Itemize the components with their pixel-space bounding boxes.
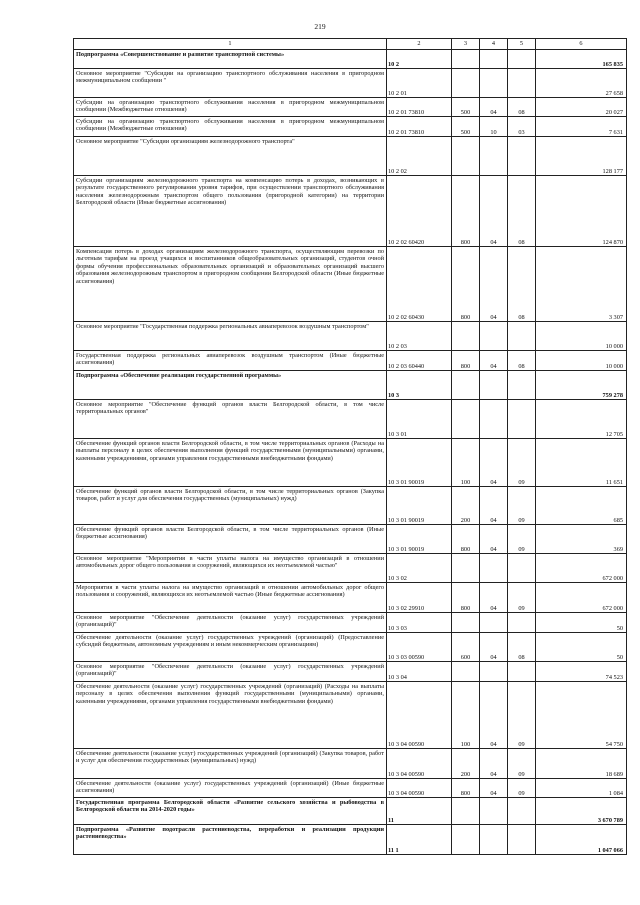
row-description: Субсидии на организацию транспортного обслуживания населения в пригородном межмуниципальном сообщении (Межбюджетные отношения) <box>74 117 387 137</box>
row-code: 10 2 01 <box>387 69 452 98</box>
row-description: Основное мероприятие "Субсидии организациям железнодорожного транспорта" <box>74 137 387 176</box>
row-code: 10 3 03 00590 <box>387 633 452 662</box>
row-section <box>480 50 508 69</box>
row-amount: 3 307 <box>536 247 627 322</box>
row-description: Субсидии на организацию транспортного обслуживания населения в пригородном межмуниципальном сообщении (Межбюджетные отношения) <box>74 98 387 117</box>
row-code: 10 2 01 73810 <box>387 98 452 117</box>
row-subsection <box>508 613 536 633</box>
row-code: 10 2 02 60420 <box>387 176 452 247</box>
row-subsection <box>508 137 536 176</box>
row-section <box>480 798 508 825</box>
row-code: 10 3 04 00590 <box>387 749 452 779</box>
table-row <box>74 633 627 662</box>
row-description: Обеспечение деятельности (оказание услуг) государственных учреждений (организаций) (Расходы на выплаты персоналу в целях обеспечения выполнения функций государственными (муниципальными) органами, казенными учреждениями, органами управления государственными внебюджетными фондами) <box>74 682 387 749</box>
row-subsection <box>508 371 536 400</box>
row-expense-type: 200 <box>452 749 480 779</box>
table-row <box>74 749 627 779</box>
row-expense-type: 200 <box>452 487 480 525</box>
row-subsection <box>508 400 536 439</box>
row-code: 10 3 02 <box>387 554 452 583</box>
row-subsection <box>508 50 536 69</box>
row-section: 04 <box>480 351 508 371</box>
row-section: 04 <box>480 98 508 117</box>
row-code: 11 <box>387 798 452 825</box>
row-description: Обеспечение функций органов власти Белгородской области, в том числе территориальных органов (Расходы на выплаты персоналу в целях обеспечения выполнения функций государственными (муниципальными) органами, казенными учреждениями, органами управления государственными внебюджетными фондами) <box>74 439 387 487</box>
row-section <box>480 662 508 682</box>
table-row <box>74 583 627 613</box>
row-section <box>480 613 508 633</box>
row-code: 10 2 01 73810 <box>387 117 452 137</box>
row-code: 10 2 <box>387 50 452 69</box>
row-subsection: 09 <box>508 779 536 798</box>
row-amount: 128 177 <box>536 137 627 176</box>
row-description: Компенсация потерь в доходах организациям железнодорожного транспорта, осуществляющим перевозки по льготным тарифам на проезд учащихся и воспитанников общеобразовательных организаций, студентов очной формы обучения профессиональных образовательных организаций и образовательных организаций высшего образования железнодорожным транспортом в пригородном сообщении Белгородской области (Иные бюджетные ассигнования) <box>74 247 387 322</box>
table-row <box>74 247 627 322</box>
row-description: Обеспечение функций органов власти Белгородской области, в том числе территориальных органов (Закупка товаров, работ и услуг для обеспечения государственных (муниципальных) нужд) <box>74 487 387 525</box>
row-expense-type: 800 <box>452 247 480 322</box>
table-row <box>74 682 627 749</box>
row-section: 04 <box>480 439 508 487</box>
row-subsection: 09 <box>508 439 536 487</box>
row-section <box>480 137 508 176</box>
row-subsection: 09 <box>508 487 536 525</box>
row-description: Подпрограмма «Обеспечение реализации государственной программы» <box>74 371 387 400</box>
table-header-row <box>74 39 627 50</box>
row-subsection: 09 <box>508 525 536 554</box>
row-description: Основное мероприятие "Обеспечение функций органов власти Белгородской области, в том числе территориальных органов" <box>74 400 387 439</box>
row-code: 10 3 04 00590 <box>387 779 452 798</box>
row-code: 10 3 01 <box>387 400 452 439</box>
row-subsection: 03 <box>508 117 536 137</box>
table-row <box>74 525 627 554</box>
table-row <box>74 322 627 351</box>
row-description: Субсидии организациям железнодорожного транспорта на компенсацию потерь в доходах, возникающих в результате государственного регулирования уровня тарифов, при осуществлении транспортного обслуживания населения железнодорожным транспортом общего пользования (пригородной категории) на территории Белгородской области (Иные бюджетные ассигнования) <box>74 176 387 247</box>
row-amount: 672 000 <box>536 554 627 583</box>
row-expense-type <box>452 554 480 583</box>
row-section: 04 <box>480 682 508 749</box>
row-section: 04 <box>480 583 508 613</box>
row-amount: 54 750 <box>536 682 627 749</box>
row-expense-type <box>452 50 480 69</box>
row-description: Основное мероприятие "Государственная поддержка региональных авиаперевозок воздушным транспортом" <box>74 322 387 351</box>
row-description: Государственная программа Белгородской области «Развитие сельского хозяйства и рыбоводства в Белгородской области на 2014-2020 годы» <box>74 798 387 825</box>
row-expense-type: 800 <box>452 583 480 613</box>
row-description: Мероприятия в части уплаты налога на имущество организаций в отношении автомобильных дорог общего пользования и сооружений, являющихся их неотъемлемой частью (Иные бюджетные ассигнования) <box>74 583 387 613</box>
row-section: 04 <box>480 525 508 554</box>
row-expense-type <box>452 322 480 351</box>
header-col-5: 5 <box>508 39 536 50</box>
row-description: Государственная поддержка региональных авиаперевозок воздушным транспортом (Иные бюджетные ассигнования) <box>74 351 387 371</box>
row-amount: 50 <box>536 633 627 662</box>
row-section: 04 <box>480 749 508 779</box>
row-code: 10 2 02 <box>387 137 452 176</box>
row-subsection <box>508 554 536 583</box>
table-row <box>74 439 627 487</box>
table-row <box>74 798 627 825</box>
row-amount: 20 027 <box>536 98 627 117</box>
row-amount: 685 <box>536 487 627 525</box>
header-col-1: 1 <box>74 39 387 50</box>
row-code: 10 2 03 <box>387 322 452 351</box>
table-row <box>74 50 627 69</box>
row-subsection: 08 <box>508 176 536 247</box>
row-expense-type: 800 <box>452 779 480 798</box>
row-subsection: 08 <box>508 633 536 662</box>
header-col-6: 6 <box>536 39 627 50</box>
row-subsection: 08 <box>508 247 536 322</box>
row-description: Подпрограмма «Совершенствование и развитие транспортной системы» <box>74 50 387 69</box>
row-amount: 1 084 <box>536 779 627 798</box>
row-amount: 3 670 789 <box>536 798 627 825</box>
table-row <box>74 117 627 137</box>
table-row <box>74 825 627 855</box>
table-row <box>74 371 627 400</box>
row-amount: 10 000 <box>536 322 627 351</box>
row-section: 04 <box>480 779 508 798</box>
row-code: 10 3 01 90019 <box>387 525 452 554</box>
row-section <box>480 69 508 98</box>
budget-table-container <box>73 38 626 855</box>
row-code: 10 3 <box>387 371 452 400</box>
row-amount: 7 631 <box>536 117 627 137</box>
table-row <box>74 662 627 682</box>
row-amount: 27 658 <box>536 69 627 98</box>
row-description: Основное мероприятие "Субсидии на организацию транспортного обслуживания населения в пригородном межмуниципальном сообщении " <box>74 69 387 98</box>
table-row <box>74 137 627 176</box>
row-description: Обеспечение функций органов власти Белгородской области, в том числе территориальных органов (Иные бюджетные ассигнования) <box>74 525 387 554</box>
row-section <box>480 554 508 583</box>
table-row <box>74 487 627 525</box>
table-row <box>74 98 627 117</box>
row-description: Основное мероприятие "Обеспечение деятельности (оказание услуг) государственных учреждений (организаций)" <box>74 613 387 633</box>
row-section <box>480 825 508 855</box>
row-subsection <box>508 69 536 98</box>
table-row <box>74 176 627 247</box>
row-code: 10 3 02 29910 <box>387 583 452 613</box>
page-number: 219 <box>314 22 326 31</box>
row-amount: 369 <box>536 525 627 554</box>
row-description: Основное мероприятие "Обеспечение деятельности (оказание услуг) государственных учреждений (организаций)" <box>74 662 387 682</box>
row-section: 04 <box>480 487 508 525</box>
row-section <box>480 400 508 439</box>
row-expense-type: 800 <box>452 525 480 554</box>
row-subsection: 08 <box>508 98 536 117</box>
row-subsection: 09 <box>508 682 536 749</box>
row-expense-type: 500 <box>452 98 480 117</box>
row-section: 04 <box>480 633 508 662</box>
row-amount: 165 835 <box>536 50 627 69</box>
row-expense-type: 500 <box>452 117 480 137</box>
row-amount: 12 705 <box>536 400 627 439</box>
row-code: 10 3 01 90019 <box>387 439 452 487</box>
row-amount: 50 <box>536 613 627 633</box>
row-amount: 10 000 <box>536 351 627 371</box>
row-subsection: 08 <box>508 351 536 371</box>
table-row <box>74 779 627 798</box>
row-expense-type: 600 <box>452 633 480 662</box>
row-code: 10 3 01 90019 <box>387 487 452 525</box>
row-expense-type <box>452 798 480 825</box>
header-col-2: 2 <box>387 39 452 50</box>
row-section: 04 <box>480 176 508 247</box>
row-expense-type <box>452 825 480 855</box>
row-section: 04 <box>480 247 508 322</box>
row-expense-type <box>452 662 480 682</box>
row-code: 11 1 <box>387 825 452 855</box>
row-amount: 18 689 <box>536 749 627 779</box>
table-row <box>74 351 627 371</box>
row-expense-type <box>452 400 480 439</box>
row-expense-type: 100 <box>452 439 480 487</box>
row-description: Обеспечение деятельности (оказание услуг) государственных учреждений (организаций) (Предоставление субсидий бюджетным, автономным учреждениям и иным некоммерческим организациям) <box>74 633 387 662</box>
row-code: 10 2 03 60440 <box>387 351 452 371</box>
row-code: 10 3 04 <box>387 662 452 682</box>
row-amount: 759 278 <box>536 371 627 400</box>
row-amount: 672 000 <box>536 583 627 613</box>
row-expense-type <box>452 613 480 633</box>
row-expense-type: 800 <box>452 176 480 247</box>
table-row <box>74 613 627 633</box>
row-expense-type <box>452 137 480 176</box>
row-description: Обеспечение деятельности (оказание услуг) государственных учреждений (организаций) (Иные бюджетные ассигнования) <box>74 779 387 798</box>
row-amount: 11 651 <box>536 439 627 487</box>
row-expense-type: 100 <box>452 682 480 749</box>
table-row <box>74 400 627 439</box>
table-body <box>74 50 627 855</box>
row-expense-type <box>452 371 480 400</box>
row-code: 10 3 03 <box>387 613 452 633</box>
header-col-3: 3 <box>452 39 480 50</box>
row-code: 10 2 02 60430 <box>387 247 452 322</box>
row-subsection <box>508 662 536 682</box>
table-row <box>74 69 627 98</box>
row-subsection: 09 <box>508 583 536 613</box>
row-subsection <box>508 322 536 351</box>
row-section <box>480 371 508 400</box>
row-expense-type <box>452 69 480 98</box>
row-expense-type: 800 <box>452 351 480 371</box>
row-code: 10 3 04 00590 <box>387 682 452 749</box>
budget-table <box>73 38 627 855</box>
row-amount: 124 870 <box>536 176 627 247</box>
row-description: Основное мероприятие "Мероприятия в части уплаты налога на имущество организаций в отношении автомобильных дорог общего пользования и сооружений, являющихся их неотъемлемой частью" <box>74 554 387 583</box>
row-section <box>480 322 508 351</box>
row-section: 10 <box>480 117 508 137</box>
row-amount: 74 523 <box>536 662 627 682</box>
row-description: Подпрограмма «Развитие подотрасли растениеводства, переработки и реализации продукции растениеводства» <box>74 825 387 855</box>
table-row <box>74 554 627 583</box>
header-col-4: 4 <box>480 39 508 50</box>
row-subsection: 09 <box>508 749 536 779</box>
row-subsection <box>508 798 536 825</box>
row-amount: 1 047 066 <box>536 825 627 855</box>
row-subsection <box>508 825 536 855</box>
row-description: Обеспечение деятельности (оказание услуг) государственных учреждений (организаций) (Закупка товаров, работ и услуг для обеспечения государственных (муниципальных) нужд) <box>74 749 387 779</box>
